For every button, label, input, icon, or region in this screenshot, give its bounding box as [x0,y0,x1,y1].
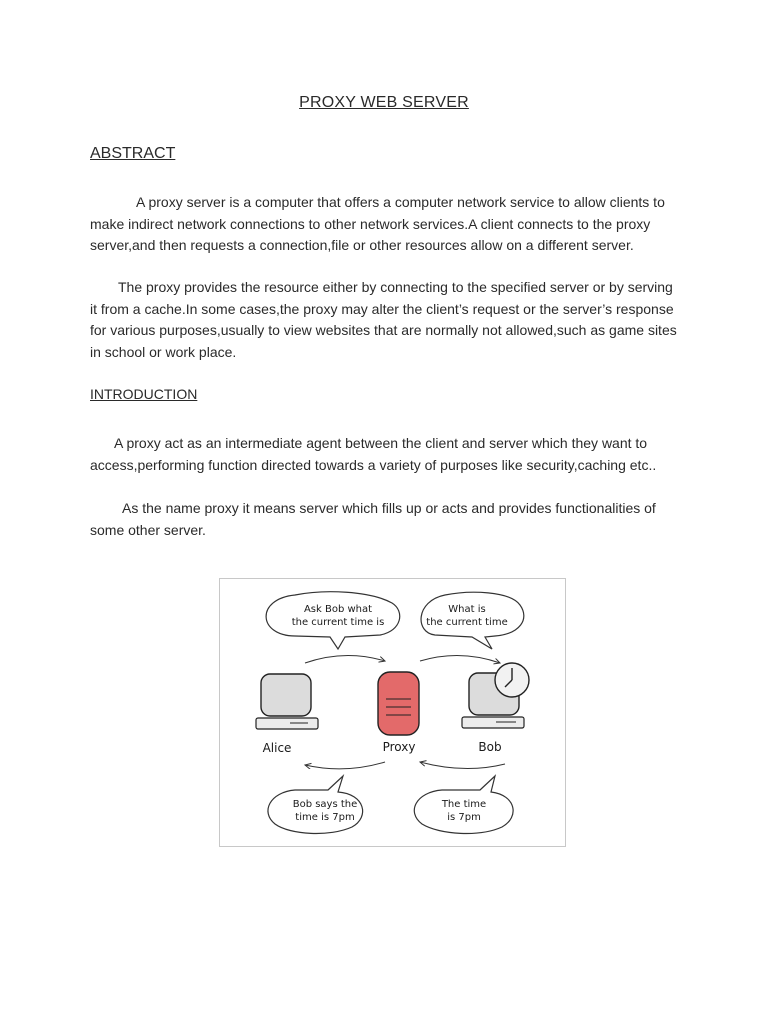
speech-bubble-ask [266,592,400,649]
clock-icon [495,663,529,697]
abstract-paragraph-2: The proxy provides the resource either by connecting to the specified server or by serving it from a cache.In some cases,the proxy may alter the client’s request or the server’s response for various purposes,usually to view websites that are normally not allowed,such as game sites in school or work place. [90,279,677,360]
page-title: PROXY WEB SERVER [299,94,469,111]
label-proxy: Proxy [382,740,416,754]
introduction-paragraph-1: A proxy act as an intermediate agent between the client and server which they want to access,performing function directed towards a variety of purposes like security,caching etc.. [90,435,657,473]
abstract-heading: ABSTRACT [90,145,176,162]
label-alice: Alice [262,741,292,755]
introduction-heading: INTRODUCTION [90,386,198,402]
speech-bubble-bob-says [268,776,363,833]
proxy-diagram [220,579,565,846]
arrow-proxy-to-bob [420,655,500,663]
bubble-bob-says-line2: time is 7pm [295,812,355,823]
bubble-what-line1: What is [448,604,486,615]
alice-computer-icon [256,674,318,729]
bubble-what-line2: the current time [426,617,508,628]
bubble-time-line1: The time [441,799,487,810]
speech-bubble-time [414,776,513,833]
introduction-paragraph-2: As the name proxy it means server which fills up or acts and provides functionalities of some other server. [90,500,656,538]
arrow-alice-to-proxy [305,655,385,663]
bubble-bob-says-line1: Bob says the [292,799,358,810]
bubble-ask-line1: Ask Bob what [303,604,373,615]
proxy-diagram-figure [219,578,566,847]
arrow-bob-to-proxy [420,762,505,769]
bubble-time-line2: is 7pm [447,812,481,823]
label-bob: Bob [478,740,502,754]
proxy-server-icon [378,672,419,735]
arrow-proxy-to-alice [305,762,385,769]
abstract-paragraph-1: A proxy server is a computer that offers a computer network service to allow clients to make indirect network connections to other network services.A client connects to the proxy server,and then requests a connection,file or other resources allow on a different server. [90,194,665,253]
bubble-ask-line2: the current time is [291,617,385,628]
speech-bubble-what [421,592,524,649]
